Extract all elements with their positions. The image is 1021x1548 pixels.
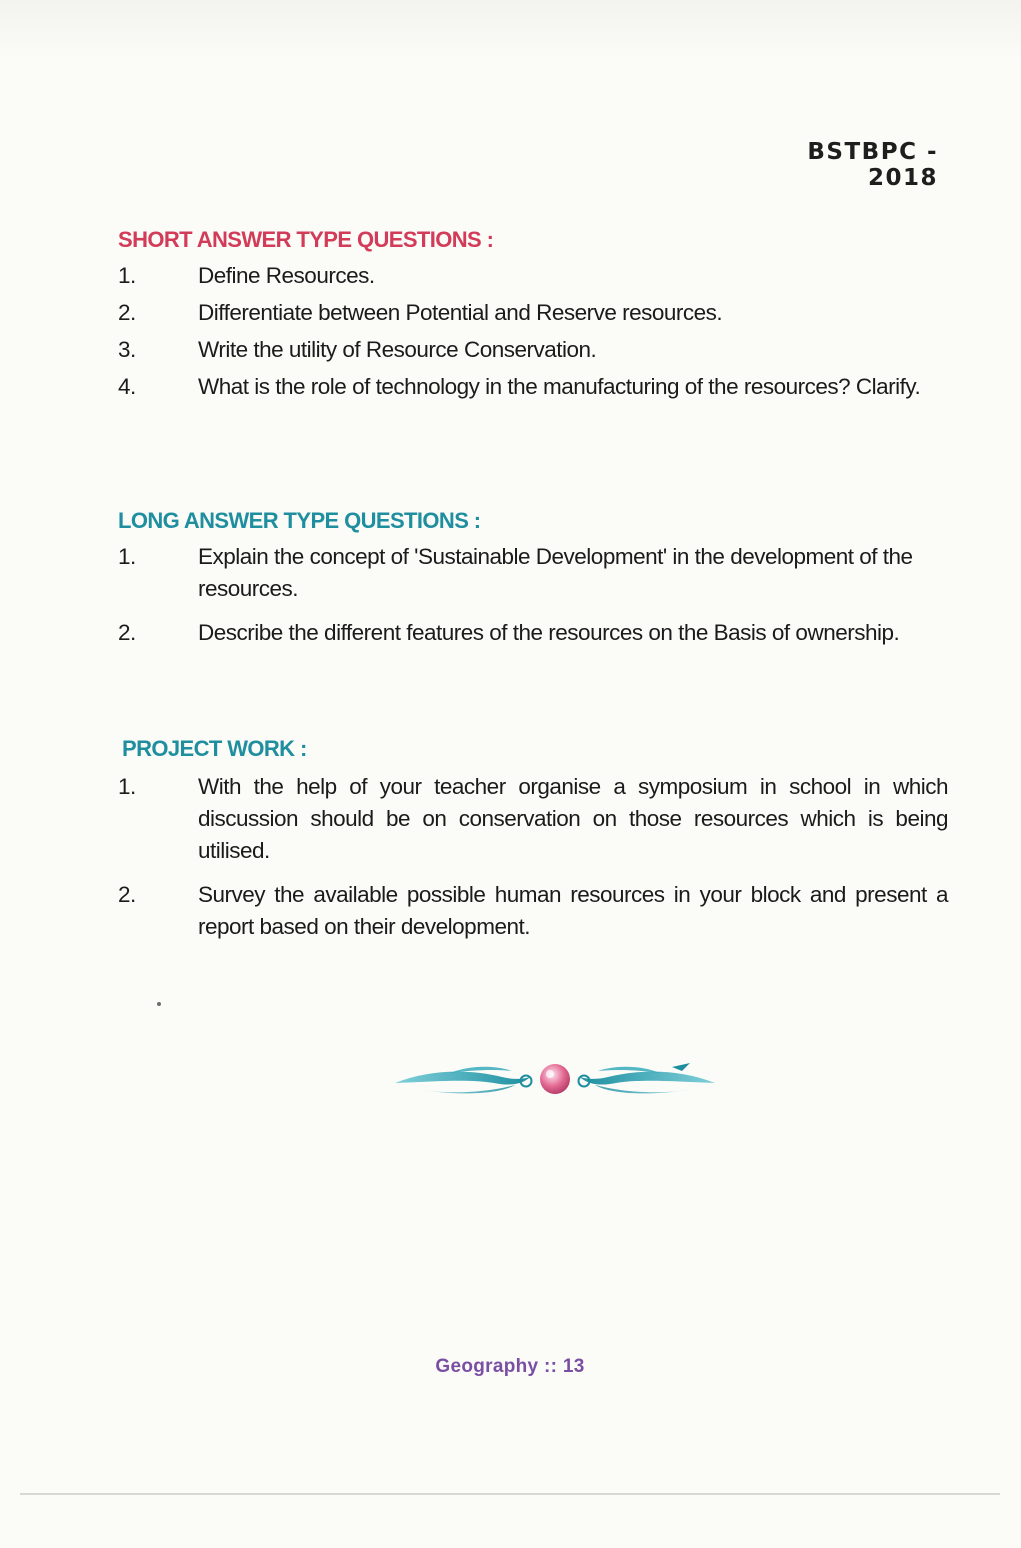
question-number: 2. bbox=[118, 300, 136, 325]
question-number: 1. bbox=[118, 774, 136, 799]
question-number: 1. bbox=[118, 263, 136, 288]
project-item-2 bbox=[118, 879, 948, 943]
page-top-shading bbox=[0, 0, 1021, 60]
page-bottom-rule bbox=[20, 1493, 1000, 1495]
question-text: Write the utility of Resource Conservation. bbox=[198, 337, 597, 362]
project-work-list bbox=[118, 771, 948, 955]
question-number: 1. bbox=[118, 544, 136, 569]
long-answer-list bbox=[118, 541, 948, 661]
long-answer-heading: LONG ANSWER TYPE QUESTIONS : bbox=[118, 508, 481, 533]
question-text: Define Resources. bbox=[198, 263, 375, 288]
decorative-flourish-divider-icon bbox=[390, 1055, 720, 1105]
question-text: Survey the available possible human resources in your block and present a report based on their development. bbox=[198, 882, 948, 939]
project-work-heading: PROJECT WORK : bbox=[122, 736, 307, 761]
short-question-3 bbox=[118, 334, 948, 366]
short-question-1 bbox=[118, 260, 948, 292]
short-question-4 bbox=[118, 371, 948, 403]
project-item-1 bbox=[118, 771, 948, 867]
question-text: Explain the concept of 'Sustainable Development' in the development of the resources. bbox=[198, 544, 913, 601]
document-code: BSTBPC - 2018 bbox=[807, 139, 938, 191]
question-text: With the help of your teacher organise a symposium in school in which discussion should be on conservation on those resources which is being utilised. bbox=[198, 774, 948, 863]
question-text: Differentiate between Potential and Reserve resources. bbox=[198, 300, 723, 325]
question-number: 2. bbox=[118, 620, 136, 645]
print-speck bbox=[157, 1002, 161, 1006]
long-question-1 bbox=[118, 541, 948, 605]
question-number: 3. bbox=[118, 337, 136, 362]
short-answer-heading: SHORT ANSWER TYPE QUESTIONS : bbox=[118, 227, 494, 252]
short-answer-list bbox=[118, 260, 948, 408]
question-number: 2. bbox=[118, 882, 136, 907]
page-footer-label: Geography :: 13 bbox=[435, 1356, 585, 1377]
short-question-2 bbox=[118, 297, 948, 329]
long-question-2 bbox=[118, 617, 948, 649]
question-number: 4. bbox=[118, 374, 136, 399]
question-text: What is the role of technology in the manufacturing of the resources? Clarify. bbox=[198, 374, 921, 399]
question-text: Describe the different features of the resources on the Basis of ownership. bbox=[198, 620, 900, 645]
